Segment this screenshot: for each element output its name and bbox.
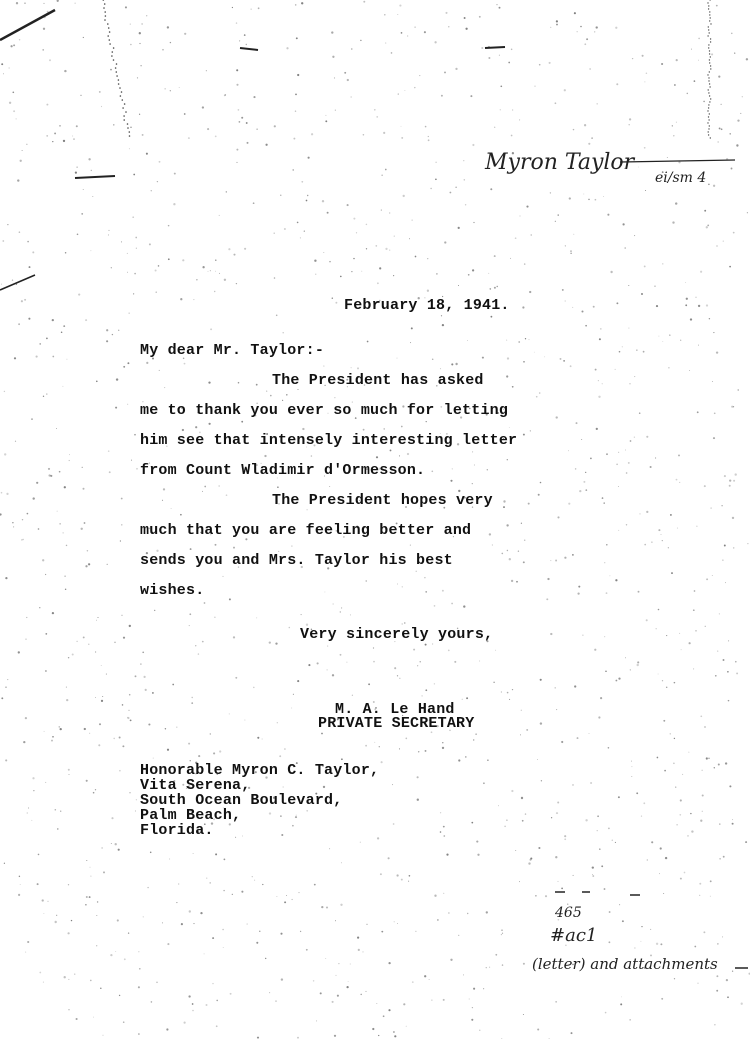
handwritten-bottom-number: 465 [555, 905, 582, 921]
address-line: Florida. [140, 822, 214, 839]
body-line: from Count Wladimir d'Ormesson. [140, 462, 426, 479]
address-line: Honorable Myron C. Taylor, [140, 762, 380, 779]
handwritten-bottom-attachments: (letter) and attachments [532, 955, 718, 973]
body-line: The President has asked [272, 372, 484, 389]
handwritten-top-note-extra: ei/sm 4 [655, 170, 707, 186]
body-line: wishes. [140, 582, 205, 599]
signer-name: M. A. Le Hand [335, 701, 455, 718]
signer-title: PRIVATE SECRETARY [318, 715, 475, 732]
body-line: much that you are feeling better and [140, 522, 472, 539]
body-line: sends you and Mrs. Taylor his best [140, 552, 453, 569]
letter-date: February 18, 1941. [344, 297, 510, 314]
address-line: Vita Serena, [140, 777, 251, 794]
address-line: South Ocean Boulevard, [140, 792, 343, 809]
letter-closing: Very sincerely yours, [300, 626, 494, 643]
handwritten-top-note: Myron Taylor [485, 150, 635, 175]
body-line: him see that intensely interesting letter [140, 432, 518, 449]
letter-salutation: My dear Mr. Taylor:- [140, 342, 325, 359]
handwritten-bottom-code: #ac1 [550, 925, 598, 946]
address-line: Palm Beach, [140, 807, 242, 824]
body-line: The President hopes very [272, 492, 493, 509]
body-line: me to thank you ever so much for letting [140, 402, 509, 419]
